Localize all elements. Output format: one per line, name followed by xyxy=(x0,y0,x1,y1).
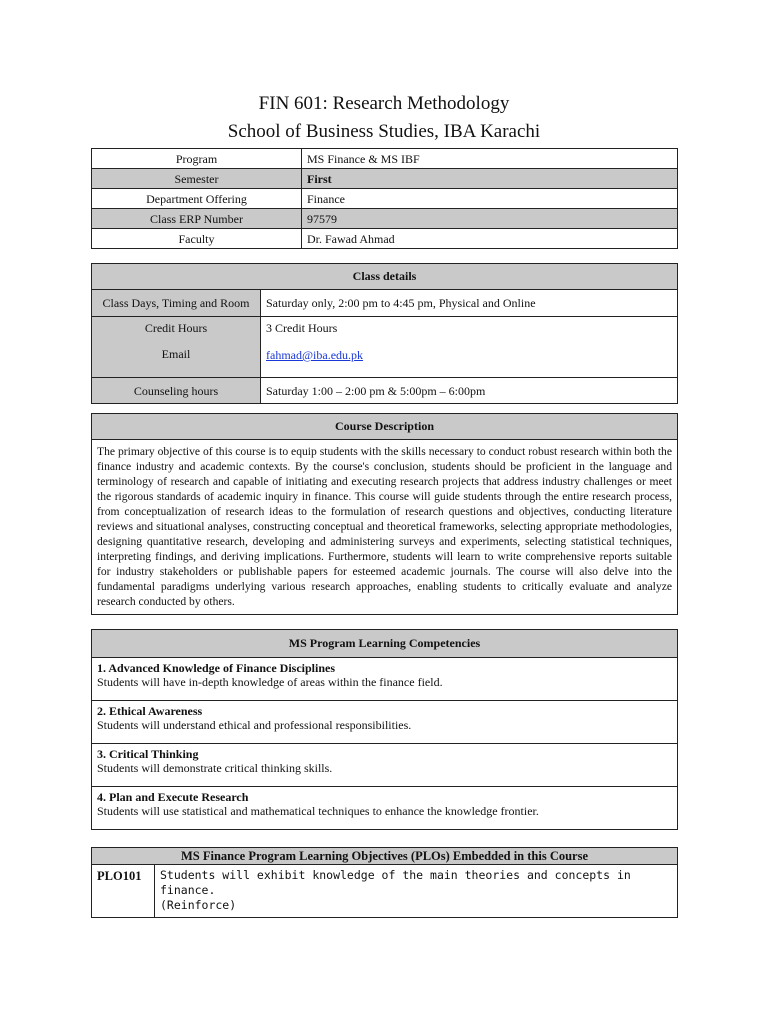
info-row xyxy=(92,169,678,189)
class-details-value: Saturday only, 2:00 pm to 4:45 pm, Physical and Online xyxy=(261,290,678,317)
competency-title: 4. Plan and Execute Research xyxy=(97,790,249,804)
competency-item xyxy=(92,787,678,830)
class-details-key: Credit Hours xyxy=(92,317,261,346)
plo-row xyxy=(92,865,678,918)
competency-title: 2. Ethical Awareness xyxy=(97,704,203,718)
competency-text: Students will demonstrate critical thinking skills. xyxy=(97,761,333,775)
class-details-key: Counseling hours xyxy=(92,378,261,404)
info-value: First xyxy=(302,169,678,189)
course-description-heading: Course Description xyxy=(92,414,678,440)
class-details-row xyxy=(92,317,678,346)
plo-text-line: (Reinforce) xyxy=(160,898,237,912)
class-details-table xyxy=(91,263,678,404)
info-row xyxy=(92,189,678,209)
class-details-key: Email xyxy=(92,345,261,378)
email-link[interactable]: fahmad@iba.edu.pk xyxy=(266,348,364,362)
info-value: Finance xyxy=(302,189,678,209)
info-key: Class ERP Number xyxy=(92,209,302,229)
competencies-table xyxy=(91,629,678,830)
course-description-table xyxy=(91,413,678,615)
course-title: FIN 601: Research Methodology xyxy=(258,93,510,114)
info-row xyxy=(92,229,678,249)
plo-heading: MS Finance Program Learning Objectives (PLOs) Embedded in this Course xyxy=(92,848,678,865)
competency-item xyxy=(92,701,678,744)
credit-email-cell xyxy=(261,317,678,378)
info-value: MS Finance & MS IBF xyxy=(302,149,678,169)
class-details-row xyxy=(92,290,678,317)
info-key: Semester xyxy=(92,169,302,189)
class-details-heading: Class details xyxy=(92,264,678,290)
info-key: Department Offering xyxy=(92,189,302,209)
class-details-row xyxy=(92,378,678,404)
competency-title: 1. Advanced Knowledge of Finance Disciplines xyxy=(97,661,336,675)
class-details-value: Saturday 1:00 – 2:00 pm & 5:00pm – 6:00pm xyxy=(261,378,678,404)
course-description-text: The primary objective of this course is to equip students with the skills necessary to conduct robust research within both the finance industry and academic contexts. By the course's conclusion, students should be proficient in the language and terminology of research and capable of initiating and executing research projects that address industry challenges or meet the rigorous standards of academic inquiry in finance. This course will guide students through the entire research process, from conceptualization of research ideas to the formulation of research questions and objectives, conducting literature reviews and situational analyses, constructing conceptual and theoretical frameworks, selecting appropriate methodologies, designing quantitative research, developing and administering surveys and experiments, selecting statistical techniques, interpreting findings, and deriving implications. Furthermore, students will learn to write comprehensive reports suitable for industry stakeholders or publishable papers for esteemed academic journals. The course will also delve into the fundamental paradigms underlying various research approaches, enabling students to critically evaluate and analyze research conducted by others. xyxy=(92,440,678,615)
school-title: School of Business Studies, IBA Karachi xyxy=(227,121,541,142)
info-value: 97579 xyxy=(302,209,678,229)
plo-table xyxy=(91,847,678,918)
competencies-heading: MS Program Learning Competencies xyxy=(92,630,678,658)
competency-text: Students will have in-depth knowledge of areas within the finance field. xyxy=(97,675,443,689)
competency-item xyxy=(92,744,678,787)
plo-description xyxy=(155,865,678,918)
info-key: Program xyxy=(92,149,302,169)
course-info-table xyxy=(91,148,678,249)
competency-text: Students will understand ethical and professional responsibilities. xyxy=(97,718,412,732)
competency-item xyxy=(92,658,678,701)
info-row xyxy=(92,209,678,229)
plo-code: PLO101 xyxy=(92,865,155,918)
class-details-key: Class Days, Timing and Room xyxy=(92,290,261,317)
plo-text-line: Students will exhibit knowledge of the main theories and concepts in finance. xyxy=(160,868,631,897)
competency-title: 3. Critical Thinking xyxy=(97,747,199,761)
info-value: Dr. Fawad Ahmad xyxy=(302,229,678,249)
class-details-value: 3 Credit Hours xyxy=(266,321,338,335)
info-key: Faculty xyxy=(92,229,302,249)
info-row xyxy=(92,149,678,169)
competency-text: Students will use statistical and mathematical techniques to enhance the knowledge frontier. xyxy=(97,804,539,818)
